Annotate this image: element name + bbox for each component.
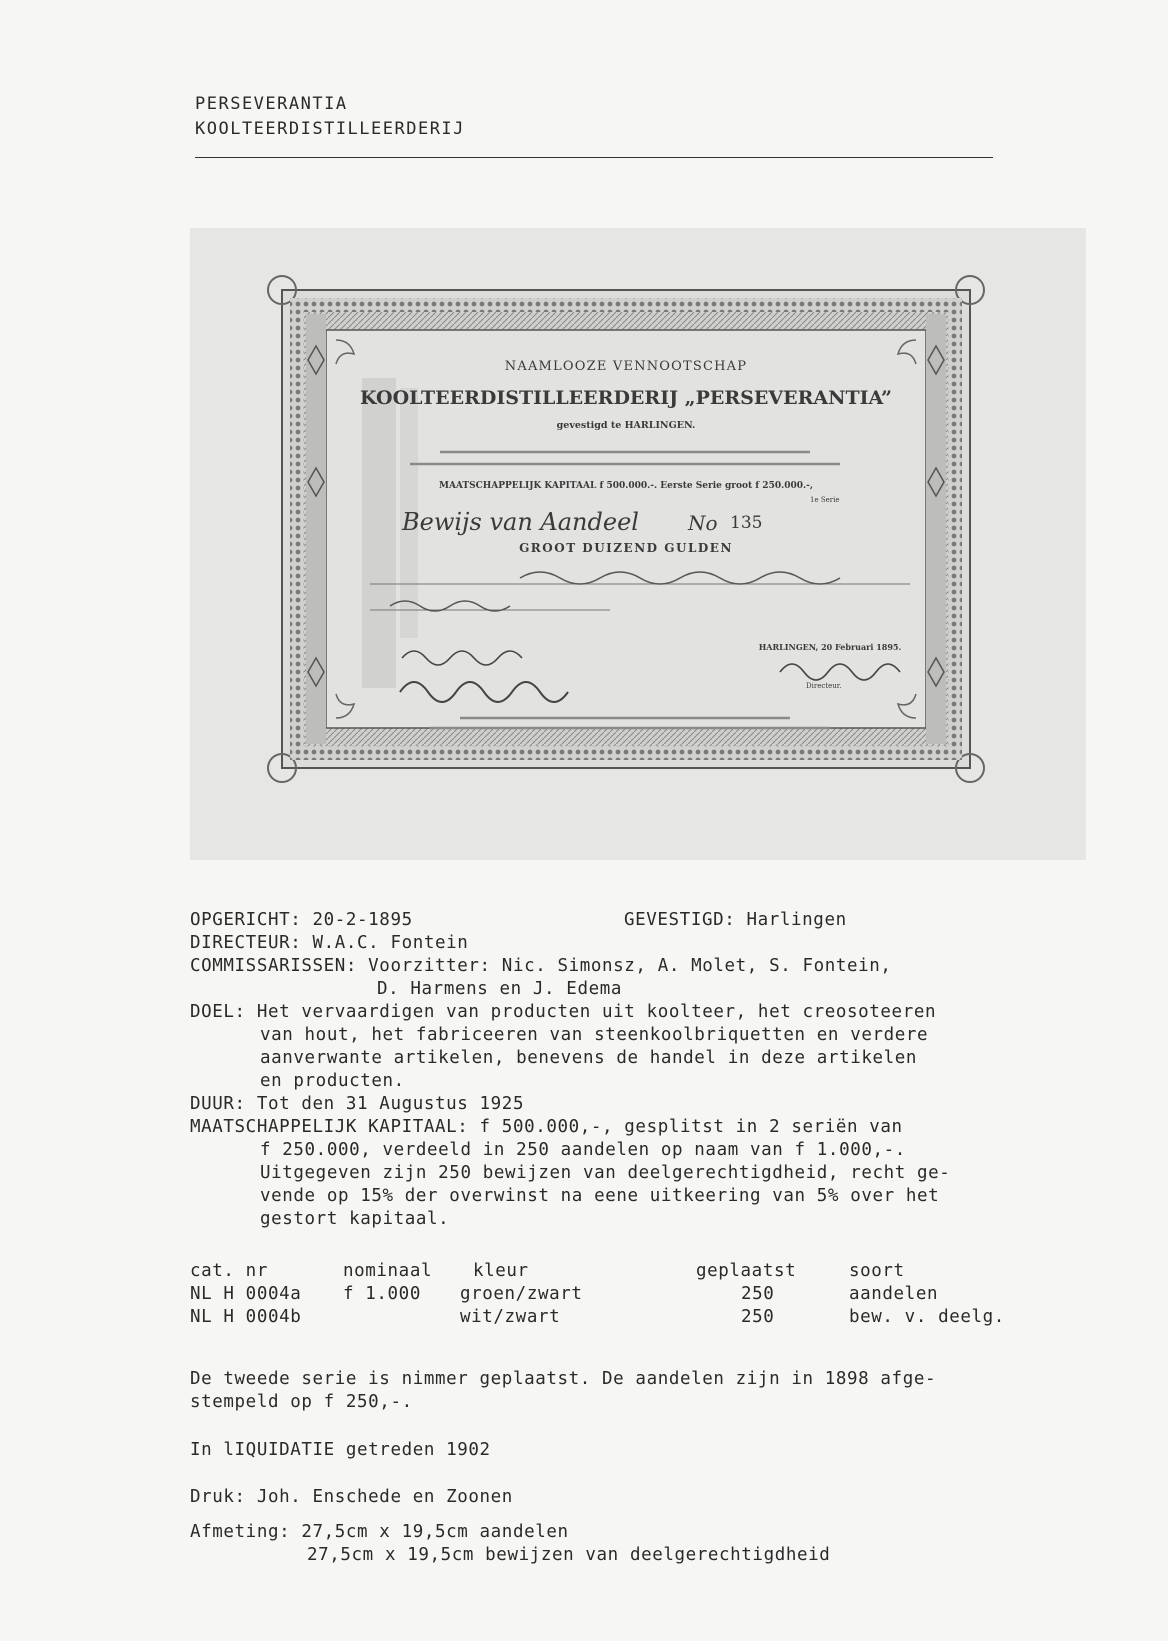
table-cell: f 1.000: [343, 1284, 421, 1304]
vertical-stamp: [362, 378, 396, 688]
table-cell: NL H 0004b: [190, 1307, 302, 1327]
certificate-image: [190, 228, 1086, 860]
doel-line4: en producten.: [260, 1071, 405, 1091]
table-cell: groen/zwart: [460, 1284, 583, 1304]
commissarissen-line1: COMMISSARISSEN: Voorzitter: Nic. Simonsz, A. Molet, S. Fontein,: [190, 956, 892, 976]
gevestigd: GEVESTIGD: Harlingen: [624, 910, 847, 930]
table-header-geplaatst: geplaatst: [696, 1261, 797, 1281]
cert-line3: gevestigd te HARLINGEN.: [556, 420, 696, 431]
table-header-kleur: kleur: [473, 1261, 529, 1281]
note-afmeting-line1: Afmeting: 27,5cm x 19,5cm aandelen: [190, 1522, 569, 1542]
kapitaal-line3: Uitgegeven zijn 250 bewijzen van deelgerechtigdheid, recht ge-: [260, 1163, 951, 1183]
cert-subtitle: GROOT DUIZEND GULDEN: [519, 541, 733, 555]
doel-line1: DOEL: Het vervaardigen van producten uit koolteer, het creosoteeren: [190, 1002, 937, 1022]
cert-line1: NAAMLOOZE VENNOOTSCHAP: [504, 359, 748, 374]
directeur: DIRECTEUR: W.A.C. Fontein: [190, 933, 469, 953]
cert-number: 135: [730, 513, 763, 533]
cert-place-date: HARLINGEN, 20 Februari 1895.: [758, 642, 902, 652]
note-druk: Druk: Joh. Enschede en Zoonen: [190, 1487, 513, 1507]
note-afmeting-line2: 27,5cm x 19,5cm bewijzen van deelgerechtigdheid: [307, 1545, 831, 1565]
commissarissen-line2: D. Harmens en J. Edema: [377, 979, 622, 999]
table-cell: aandelen: [849, 1284, 939, 1304]
cert-line2: KOOLTEERDISTILLEERDERIJ „PERSEVERANTIA”: [360, 387, 892, 409]
doel-line2: van hout, het fabriceeren van steenkoolbriquetten en verdere: [260, 1025, 929, 1045]
note-serie-line1: De tweede serie is nimmer geplaatst. De aandelen zijn in 1898 afge-: [190, 1369, 937, 1389]
cert-signer-title: Directeur.: [806, 682, 842, 690]
cert-capital: MAATSCHAPPELIJK KAPITAAL f 500.000.-. Eerste Serie groot f 250.000.-,: [438, 481, 814, 491]
opgericht: OPGERICHT: 20-2-1895: [190, 910, 413, 930]
table-cell: NL H 0004a: [190, 1284, 302, 1304]
header-rule: [195, 157, 993, 158]
cert-title: Bewijs van Aandeel: [402, 508, 639, 536]
kapitaal-line5: gestort kapitaal.: [260, 1209, 450, 1229]
kapitaal-line2: f 250.000, verdeeld in 250 aandelen op naam van f 1.000,-.: [260, 1140, 906, 1160]
kapitaal-line1: MAATSCHAPPELIJK KAPITAAL: f 500.000,-, gesplitst in 2 seriën van: [190, 1117, 903, 1137]
duur: DUUR: Tot den 31 Augustus 1925: [190, 1094, 525, 1114]
table-header-catnr: cat. nr: [190, 1261, 268, 1281]
note-liquidatie: In lIQUIDATIE getreden 1902: [190, 1440, 491, 1460]
table-cell: wit/zwart: [460, 1307, 561, 1327]
table-cell: 250: [741, 1284, 775, 1304]
doel-line3: aanverwante artikelen, benevens de handel in deze artikelen: [260, 1048, 918, 1068]
table-header-nominaal: nominaal: [343, 1261, 433, 1281]
certificate-photo: [190, 228, 1086, 860]
header-subtitle: KOOLTEERDISTILLEERDERIJ: [195, 119, 465, 139]
table-cell: 250: [741, 1307, 775, 1327]
kapitaal-line4: vende op 15% der overwinst na eene uitkeering van 5% over het: [260, 1186, 940, 1206]
header-company: PERSEVERANTIA: [195, 94, 348, 114]
note-serie-line2: stempeld op f 250,-.: [190, 1392, 413, 1412]
table-header-soort: soort: [849, 1261, 905, 1281]
cert-serie-note: 1e Serie: [810, 496, 840, 504]
table-cell: bew. v. deelg.: [849, 1307, 1005, 1327]
cert-number-prefix: No: [688, 511, 718, 535]
